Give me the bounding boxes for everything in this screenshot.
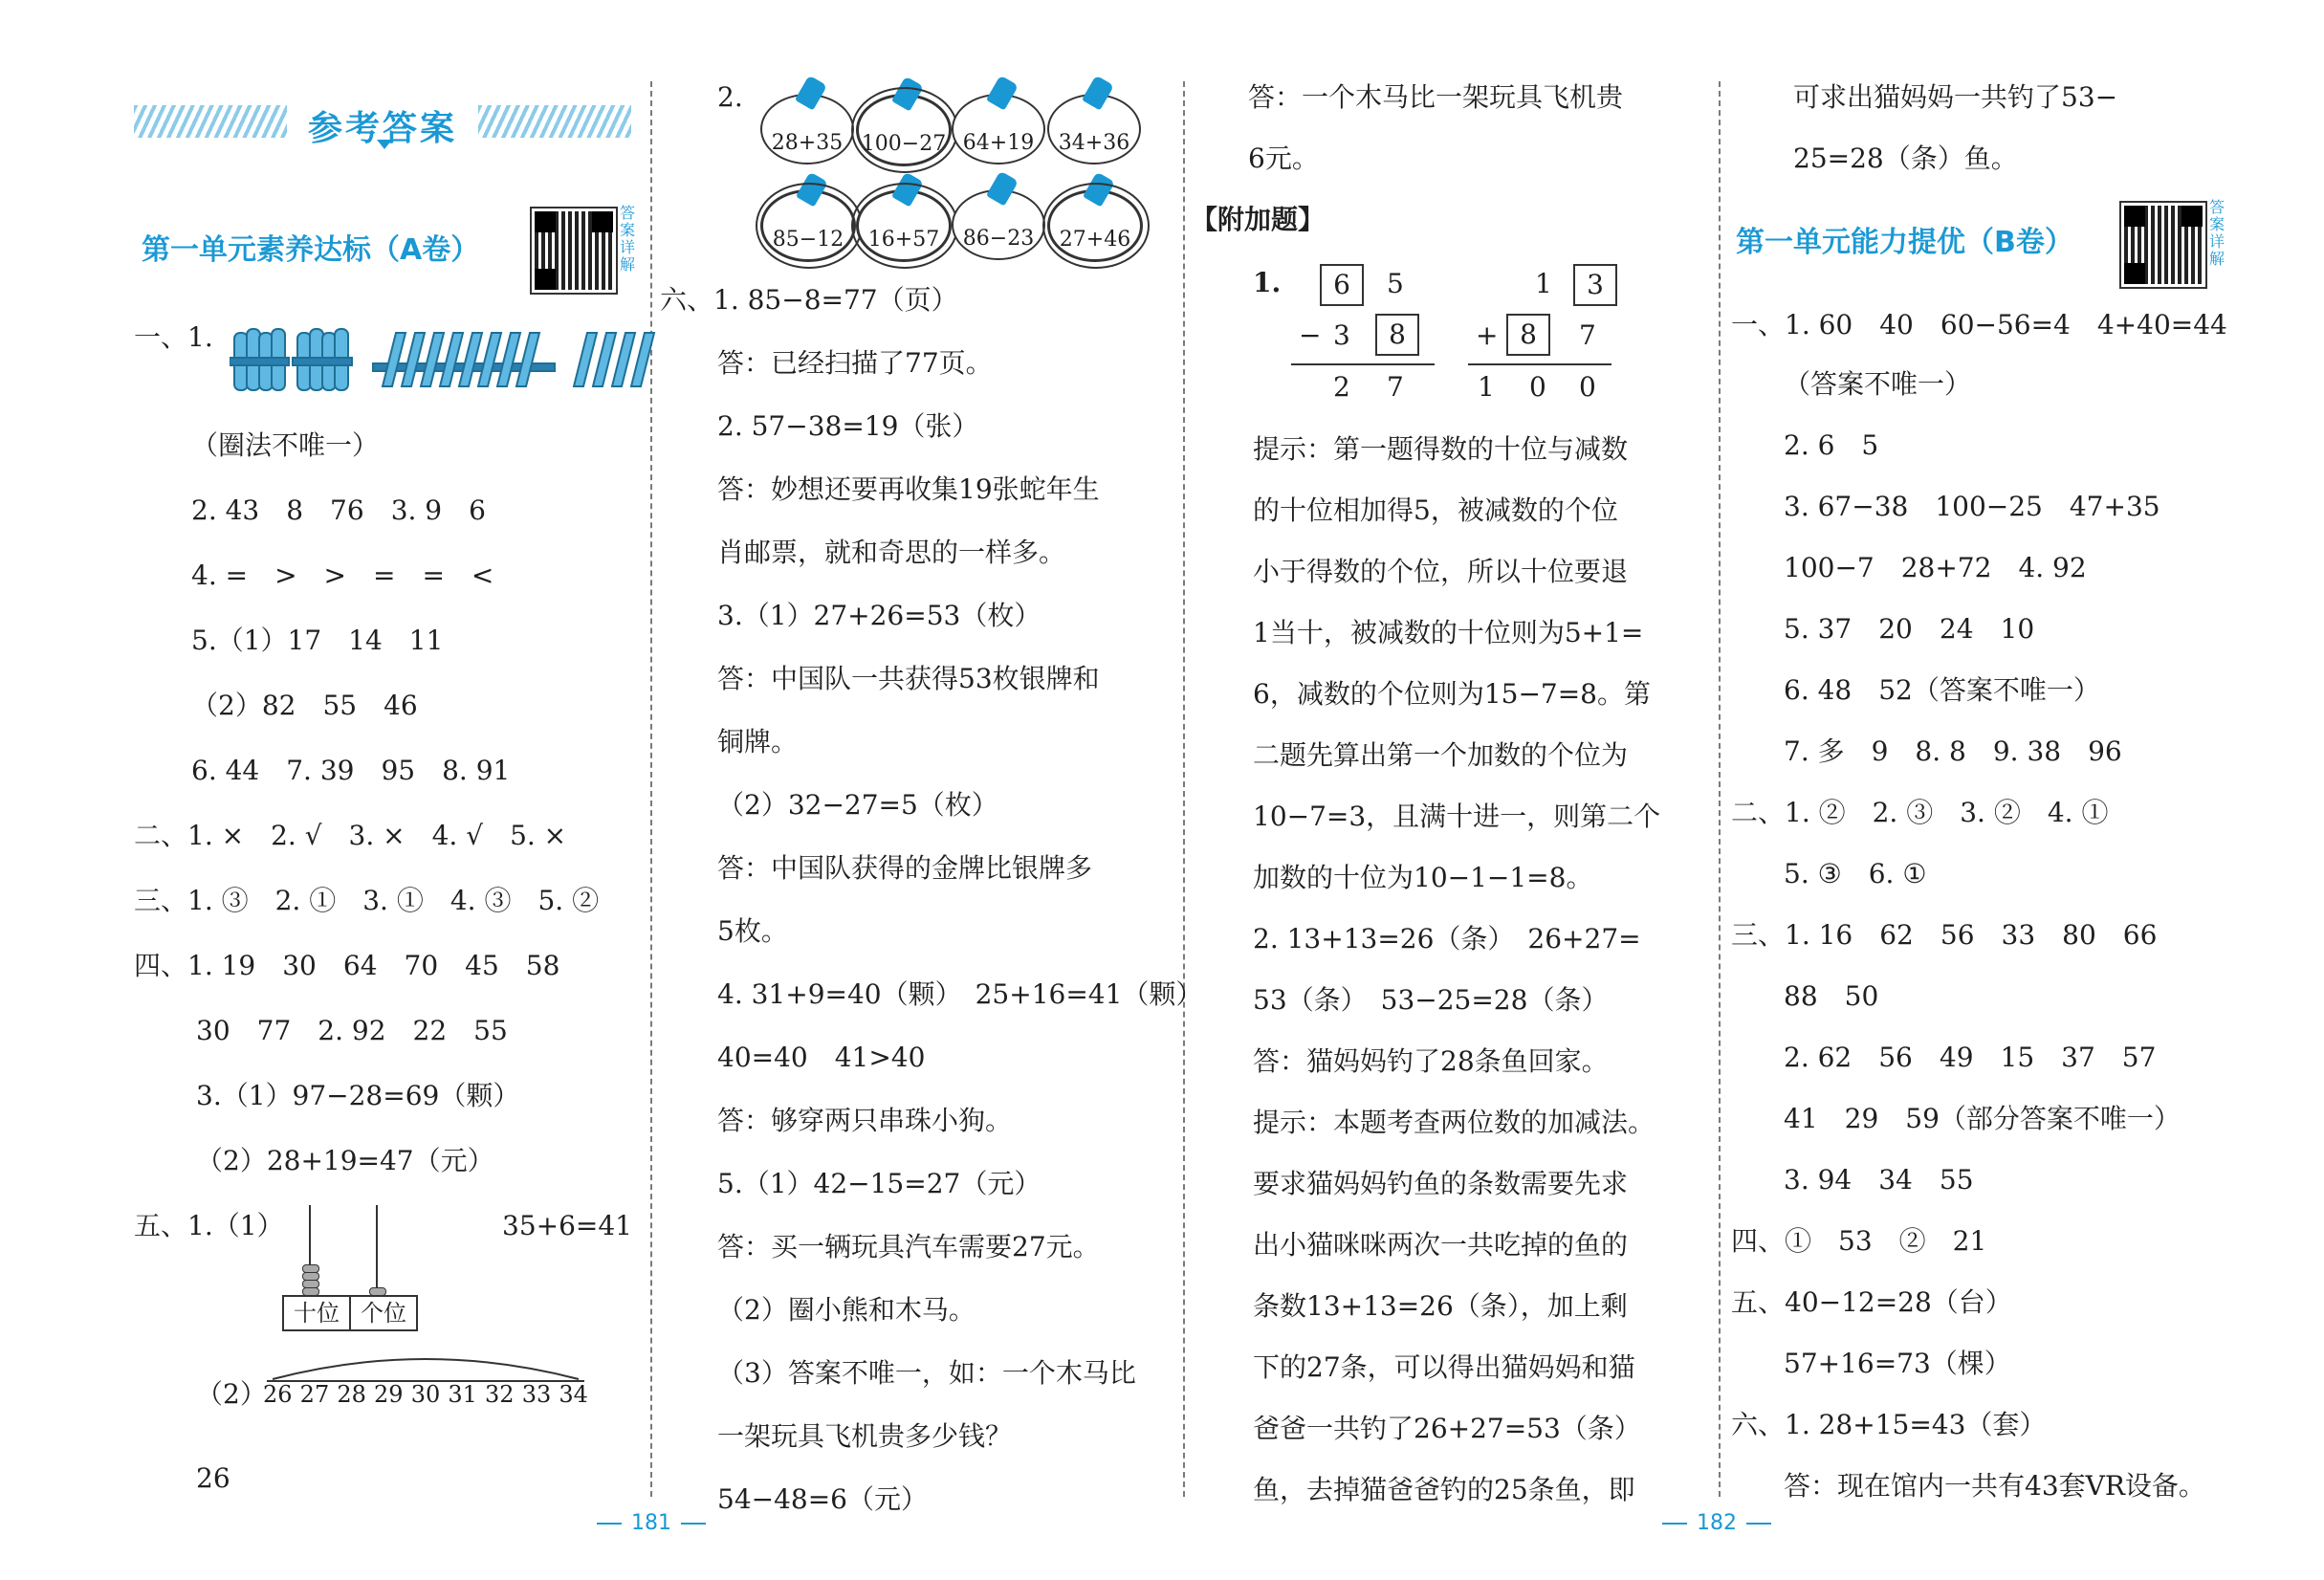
hint-line: 要求猫妈妈钓鱼的条数需要先求 xyxy=(1253,1168,1629,1199)
hint-line: 1当十，被减数的十位则为5+1= xyxy=(1253,617,1644,648)
hint-line: 小于得数的个位，所以十位要退 xyxy=(1253,556,1629,587)
answer-line: 4. 31+9=40（颗） 25+16=41（颗） xyxy=(717,978,1203,1010)
hint-line: 下的27条，可以得出猫妈妈和猫 xyxy=(1253,1351,1635,1383)
answer-line: 5枚。 xyxy=(717,915,788,947)
section-title-b: 第一单元能力提优（B卷） xyxy=(1736,226,2073,259)
hint-line: 鱼，去掉猫爸爸钓的25条鱼，即 xyxy=(1253,1474,1635,1505)
hint-line: 提示：第一题得数的十位与减数 xyxy=(1253,433,1629,465)
column-divider xyxy=(1719,81,1721,1497)
abacus-label-tens: 十位 xyxy=(282,1295,351,1331)
ball-circled: 27+46 xyxy=(1047,189,1143,262)
ball-circled: 16+57 xyxy=(856,189,952,262)
tick-label: 28 xyxy=(337,1381,366,1408)
column-1 xyxy=(120,0,646,1511)
answer-line: 5.（1）17 14 11 xyxy=(191,625,444,656)
answer-line: 肖邮票，就和奇思的一样多。 xyxy=(717,537,1066,568)
answer-line: 6元。 xyxy=(1248,143,1319,174)
answer-line: 三、1. ③ 2. ① 3. ① 4. ③ 5. ② xyxy=(134,885,600,916)
banner-title: 参考答案 xyxy=(307,108,457,148)
answer-line: 2. 6 5 xyxy=(1784,429,1879,461)
answer-line: 54−48=6（元） xyxy=(717,1483,928,1515)
answer-line: 二、1. ② 2. ③ 3. ② 4. ① xyxy=(1731,797,2109,828)
hint-line: 10−7=3，且满十进一，则第二个 xyxy=(1253,801,1661,832)
tick-label: 30 xyxy=(410,1381,441,1408)
page-number: 182 xyxy=(1653,1511,1781,1535)
number-line xyxy=(263,1349,588,1415)
hint-line: 出小猫咪咪两次一共吃掉的鱼的 xyxy=(1253,1229,1629,1261)
answer-line: （答案不唯一） xyxy=(1784,368,1972,400)
answer-line: 五、1.（1） xyxy=(134,1210,284,1241)
answer-line: 7. 多 9 8. 8 9. 38 96 xyxy=(1784,735,2122,767)
answer-line: 一架玩具飞机贵多少钱？ xyxy=(717,1420,1013,1452)
question-number: 1. xyxy=(1253,267,1282,298)
answer-line: 答：已经扫描了77页。 xyxy=(717,347,993,379)
answer-line: 五、40−12=28（台） xyxy=(1731,1286,2012,1318)
answer-line: （2）圈小熊和木马。 xyxy=(717,1294,976,1326)
answer-line: 三、1. 16 62 56 33 80 66 xyxy=(1731,919,2158,951)
abacus-label-ones: 个位 xyxy=(349,1295,418,1331)
answer-line: （圈法不唯一） xyxy=(191,429,380,461)
answer-line: 2. 57−38=19（张） xyxy=(717,410,979,442)
tick-label: 26 xyxy=(263,1381,293,1408)
answer-line: 3.（1）97−28=69（颗） xyxy=(196,1080,520,1111)
answer-line: 答：现在馆内一共有43套VR设备。 xyxy=(1784,1470,2205,1502)
answer-line: 答：中国队一共获得53枚银牌和 xyxy=(717,663,1100,694)
qr-label: 答案详解 xyxy=(620,204,636,274)
answer-line: 5.（1）42−15=27（元） xyxy=(717,1168,1041,1199)
answer-line: 答：一个木马比一架玩具飞机贵 xyxy=(1248,81,1624,113)
page-number: 181 xyxy=(587,1511,715,1535)
ball: 28+35 xyxy=(760,94,854,165)
hint-line: 加数的十位为10−1−1=8。 xyxy=(1253,862,1593,893)
ball: 34+36 xyxy=(1047,94,1141,165)
ball: 86−23 xyxy=(952,189,1045,260)
tick-label: 29 xyxy=(374,1381,404,1408)
ball-circled: 100−27 xyxy=(856,94,952,166)
answer-line: 答：够穿两只串珠小狗。 xyxy=(717,1105,1013,1136)
answer-line: 2. 43 8 76 3. 9 6 xyxy=(191,494,486,526)
question-number: 2. xyxy=(717,81,743,113)
vertical-subtraction: 6 5 − 3 8 2 7 xyxy=(1291,260,1435,404)
answer-line: 5. ③ 6. ① xyxy=(1784,858,1927,889)
tick-label: 27 xyxy=(299,1381,330,1408)
tick-label: 32 xyxy=(485,1381,515,1408)
qr-label: 答案详解 xyxy=(2209,198,2225,268)
answer-line: 四、① 53 ② 21 xyxy=(1731,1225,1987,1257)
answer-line: （2）28+19=47（元） xyxy=(196,1145,494,1176)
answer-line: （2）32−27=5（枚） xyxy=(717,789,998,821)
answer-line: 2. 62 56 49 15 37 57 xyxy=(1784,1042,2157,1073)
column-divider xyxy=(1183,81,1185,1497)
tick-label: 33 xyxy=(521,1381,552,1408)
answer-line: 3. 67−38 100−25 47+35 xyxy=(1784,491,2160,522)
column-2 xyxy=(660,0,1203,1515)
section-title-a: 第一单元素养达标（A卷） xyxy=(142,233,480,267)
answer-line: （3）答案不唯一，如：一个木马比 xyxy=(717,1357,1136,1389)
answer-line: 一、1. xyxy=(134,321,213,353)
sticks-bundle-icon xyxy=(230,316,727,402)
hint-line: 二题先算出第一个加数的个位为 xyxy=(1253,739,1629,771)
vertical-addition: 1 3 + 8 7 1 0 0 xyxy=(1468,260,1611,404)
answer-line: 6. 44 7. 39 95 8. 91 xyxy=(191,755,511,786)
answer-line: 4. = > > = = < xyxy=(191,560,494,591)
hint-line: 6，减数的个位则为15−7=8。第 xyxy=(1253,678,1651,710)
answer-line: （2） xyxy=(196,1378,267,1410)
answer-line: 3. 94 34 55 xyxy=(1784,1164,1974,1196)
answer-line: 35+6=41 xyxy=(502,1210,632,1241)
answer-line: 40=40 41>40 xyxy=(717,1042,926,1073)
answer-line: 57+16=73（棵） xyxy=(1784,1348,2011,1379)
answer-line: 四、1. 19 30 64 70 45 58 xyxy=(134,950,560,981)
answer-line: 二、1. × 2. √ 3. × 4. √ 5. × xyxy=(134,820,567,851)
answer-line: 答：买一辆玩具汽车需要27元。 xyxy=(717,1231,1100,1262)
answer-line: 六、1. 28+15=43（套） xyxy=(1731,1409,2047,1440)
answer-line: 答：猫妈妈钓了28条鱼回家。 xyxy=(1253,1045,1609,1077)
answer-line: 答：中国队获得的金牌比银牌多 xyxy=(717,852,1093,884)
answer-line: 六、1. 85−8=77（页） xyxy=(660,284,958,316)
hint-line: 条数13+13=26（条），加上剩 xyxy=(1253,1290,1628,1322)
hint-line: 的十位相加得5，被减数的个位 xyxy=(1253,494,1618,526)
abacus xyxy=(282,1205,416,1329)
tick-label: 34 xyxy=(559,1381,588,1408)
answer-line: 26 xyxy=(196,1462,230,1494)
answer-line: （2）82 55 46 xyxy=(191,690,418,721)
bonus-heading: 【附加题】 xyxy=(1191,204,1326,235)
answer-line: 可求出猫妈妈一共钓了53− xyxy=(1793,81,2118,113)
answer-line: 88 50 xyxy=(1784,980,1879,1012)
ball: 64+19 xyxy=(952,94,1045,165)
column-3 xyxy=(1191,0,1717,1511)
answer-line: 53（条） 53−25=28（条） xyxy=(1253,984,1609,1016)
answer-line: 41 29 59（部分答案不唯一） xyxy=(1784,1103,2181,1134)
answer-line: 一、1. 60 40 60−56=4 4+40=44 xyxy=(1731,309,2227,340)
answer-line: 2. 13+13=26（条） 26+27= xyxy=(1253,923,1641,955)
answer-line: 答：妙想还要再收集19张蛇年生 xyxy=(717,473,1100,505)
answer-line: 3.（1）27+26=53（枚） xyxy=(717,600,1041,631)
answer-line: 铜牌。 xyxy=(717,726,799,757)
answer-line: 25=28（条）鱼。 xyxy=(1793,143,2018,174)
answer-line: 5. 37 20 24 10 xyxy=(1784,613,2035,645)
column-divider xyxy=(650,81,652,1497)
answer-line: 100−7 28+72 4. 92 xyxy=(1784,552,2087,583)
qr-code-icon[interactable] xyxy=(2121,203,2205,287)
hint-line: 爸爸一共钓了26+27=53（条） xyxy=(1253,1413,1641,1444)
ball-circled: 85−12 xyxy=(760,189,856,262)
hint-line: 提示：本题考查两位数的加减法。 xyxy=(1253,1107,1655,1138)
answer-line: 30 77 2. 92 22 55 xyxy=(196,1015,508,1046)
answer-line: 6. 48 52（答案不唯一） xyxy=(1784,674,2100,706)
tick-label: 31 xyxy=(448,1381,477,1408)
